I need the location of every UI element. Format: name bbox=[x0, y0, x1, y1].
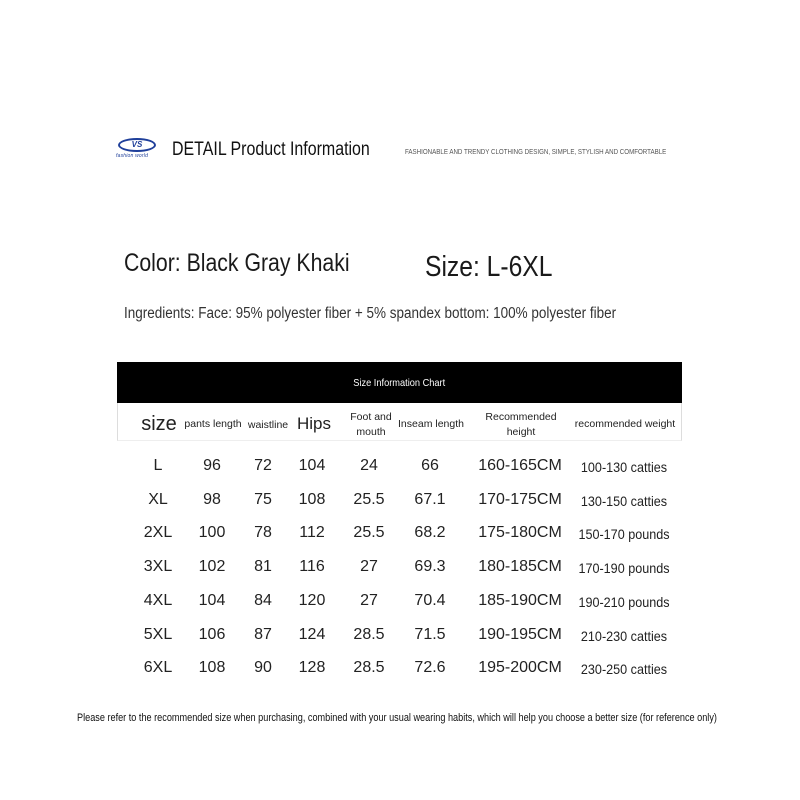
cell-foot-and-mouth: 27 bbox=[360, 591, 378, 609]
cell-inseam-length: 72.6 bbox=[414, 659, 446, 677]
size-notice: Please refer to the recommended size when purchasing, combined with your usual wearing habits, which will help you choose a better size (for reference only) bbox=[77, 712, 717, 724]
cell-size: 2XL bbox=[143, 524, 173, 542]
cell-hips: 108 bbox=[298, 490, 326, 508]
cell-recommended-weight: 130-150 catties bbox=[580, 492, 668, 509]
cell-size: 6XL bbox=[143, 659, 173, 677]
cell-waistline: 72 bbox=[254, 457, 272, 474]
cell-pants-length: 108 bbox=[198, 659, 226, 677]
cell-recommended-height: 185-190CM bbox=[478, 591, 562, 609]
cell-recommended-height: 175-180CM bbox=[478, 524, 562, 542]
product-info-header bbox=[116, 136, 696, 166]
cell-recommended-weight: 100-130 catties bbox=[580, 459, 668, 475]
cell-size: 5XL bbox=[143, 625, 173, 643]
cell-foot-and-mouth: 25.5 bbox=[353, 490, 385, 508]
cell-foot-and-mouth: 24 bbox=[360, 457, 378, 474]
header-pants-length: pants length bbox=[184, 418, 242, 430]
cell-size: L bbox=[153, 457, 163, 474]
size-chart-header-row bbox=[117, 403, 682, 441]
cell-recommended-height: 170-175CM bbox=[478, 490, 562, 508]
header-inseam-length: Inseam length bbox=[398, 418, 464, 430]
cell-recommended-weight: 230-250 catties bbox=[580, 661, 668, 678]
cell-size: 4XL bbox=[143, 591, 173, 609]
cell-pants-length: 100 bbox=[198, 524, 226, 542]
cell-waistline: 87 bbox=[254, 625, 272, 643]
cell-recommended-weight: 210-230 catties bbox=[580, 627, 668, 644]
cell-hips: 112 bbox=[299, 524, 325, 542]
cell-recommended-weight: 170-190 pounds bbox=[578, 560, 670, 577]
color-options: Color: Black Gray Khaki bbox=[124, 249, 350, 277]
size-chart-title-bar bbox=[117, 362, 682, 403]
cell-inseam-length: 70.4 bbox=[414, 591, 446, 609]
cell-size: XL bbox=[148, 490, 168, 508]
cell-foot-and-mouth: 28.5 bbox=[353, 625, 385, 643]
cell-foot-and-mouth: 28.5 bbox=[353, 659, 385, 677]
ingredients-text: Ingredients: Face: 95% polyester fiber + 5% spandex bottom: 100% polyester fiber bbox=[124, 305, 617, 322]
cell-recommended-weight: 190-210 pounds bbox=[578, 593, 670, 610]
cell-inseam-length: 71.5 bbox=[414, 625, 446, 643]
cell-recommended-height: 190-195CM bbox=[478, 625, 562, 643]
header-foot-and-mouth: Foot and mouth bbox=[350, 411, 392, 439]
cell-hips: 104 bbox=[298, 457, 326, 474]
logo-subtext: fashion world bbox=[116, 153, 149, 159]
cell-waistline: 84 bbox=[254, 591, 272, 609]
cell-waistline: 78 bbox=[254, 524, 272, 542]
header-hips: Hips bbox=[296, 414, 332, 433]
cell-inseam-length: 68.2 bbox=[414, 524, 446, 542]
cell-pants-length: 96 bbox=[203, 457, 221, 474]
cell-hips: 128 bbox=[298, 659, 326, 677]
header-waistline: waistline bbox=[247, 419, 289, 431]
cell-inseam-length: 69.3 bbox=[414, 558, 446, 576]
cell-pants-length: 98 bbox=[203, 490, 221, 508]
header-size: size bbox=[141, 413, 177, 435]
cell-pants-length: 104 bbox=[198, 591, 226, 609]
cell-foot-and-mouth: 25.5 bbox=[353, 524, 385, 542]
cell-recommended-height: 180-185CM bbox=[478, 558, 562, 576]
size-chart-title: Size Information Chart bbox=[353, 376, 446, 389]
cell-recommended-height: 160-165CM bbox=[478, 457, 562, 474]
cell-hips: 116 bbox=[299, 558, 325, 576]
cell-hips: 120 bbox=[298, 591, 326, 609]
cell-recommended-height: 195-200CM bbox=[478, 659, 562, 677]
cell-pants-length: 102 bbox=[198, 558, 226, 576]
cell-waistline: 81 bbox=[254, 558, 272, 576]
header-recommended-height: Recommended height bbox=[485, 411, 557, 439]
cell-waistline: 75 bbox=[254, 490, 272, 508]
cell-pants-length: 106 bbox=[198, 625, 226, 643]
brand-logo bbox=[116, 138, 164, 162]
size-range: Size: L-6XL bbox=[425, 251, 553, 283]
cell-inseam-length: 67.1 bbox=[414, 490, 446, 508]
logo-badge: VS bbox=[118, 138, 156, 152]
section-tagline: FASHIONABLE AND TRENDY CLOTHING DESIGN, SIMPLE, STYLISH AND COMFORTABLE bbox=[405, 147, 667, 156]
cell-waistline: 90 bbox=[254, 659, 272, 677]
cell-foot-and-mouth: 27 bbox=[360, 558, 378, 576]
section-title: DETAIL Product Information bbox=[172, 139, 370, 160]
cell-hips: 124 bbox=[298, 625, 326, 643]
cell-inseam-length: 66 bbox=[421, 457, 439, 474]
cell-recommended-weight: 150-170 pounds bbox=[578, 526, 670, 543]
cell-size: 3XL bbox=[143, 558, 173, 576]
header-recommended-weight: recommended weight bbox=[574, 418, 676, 430]
